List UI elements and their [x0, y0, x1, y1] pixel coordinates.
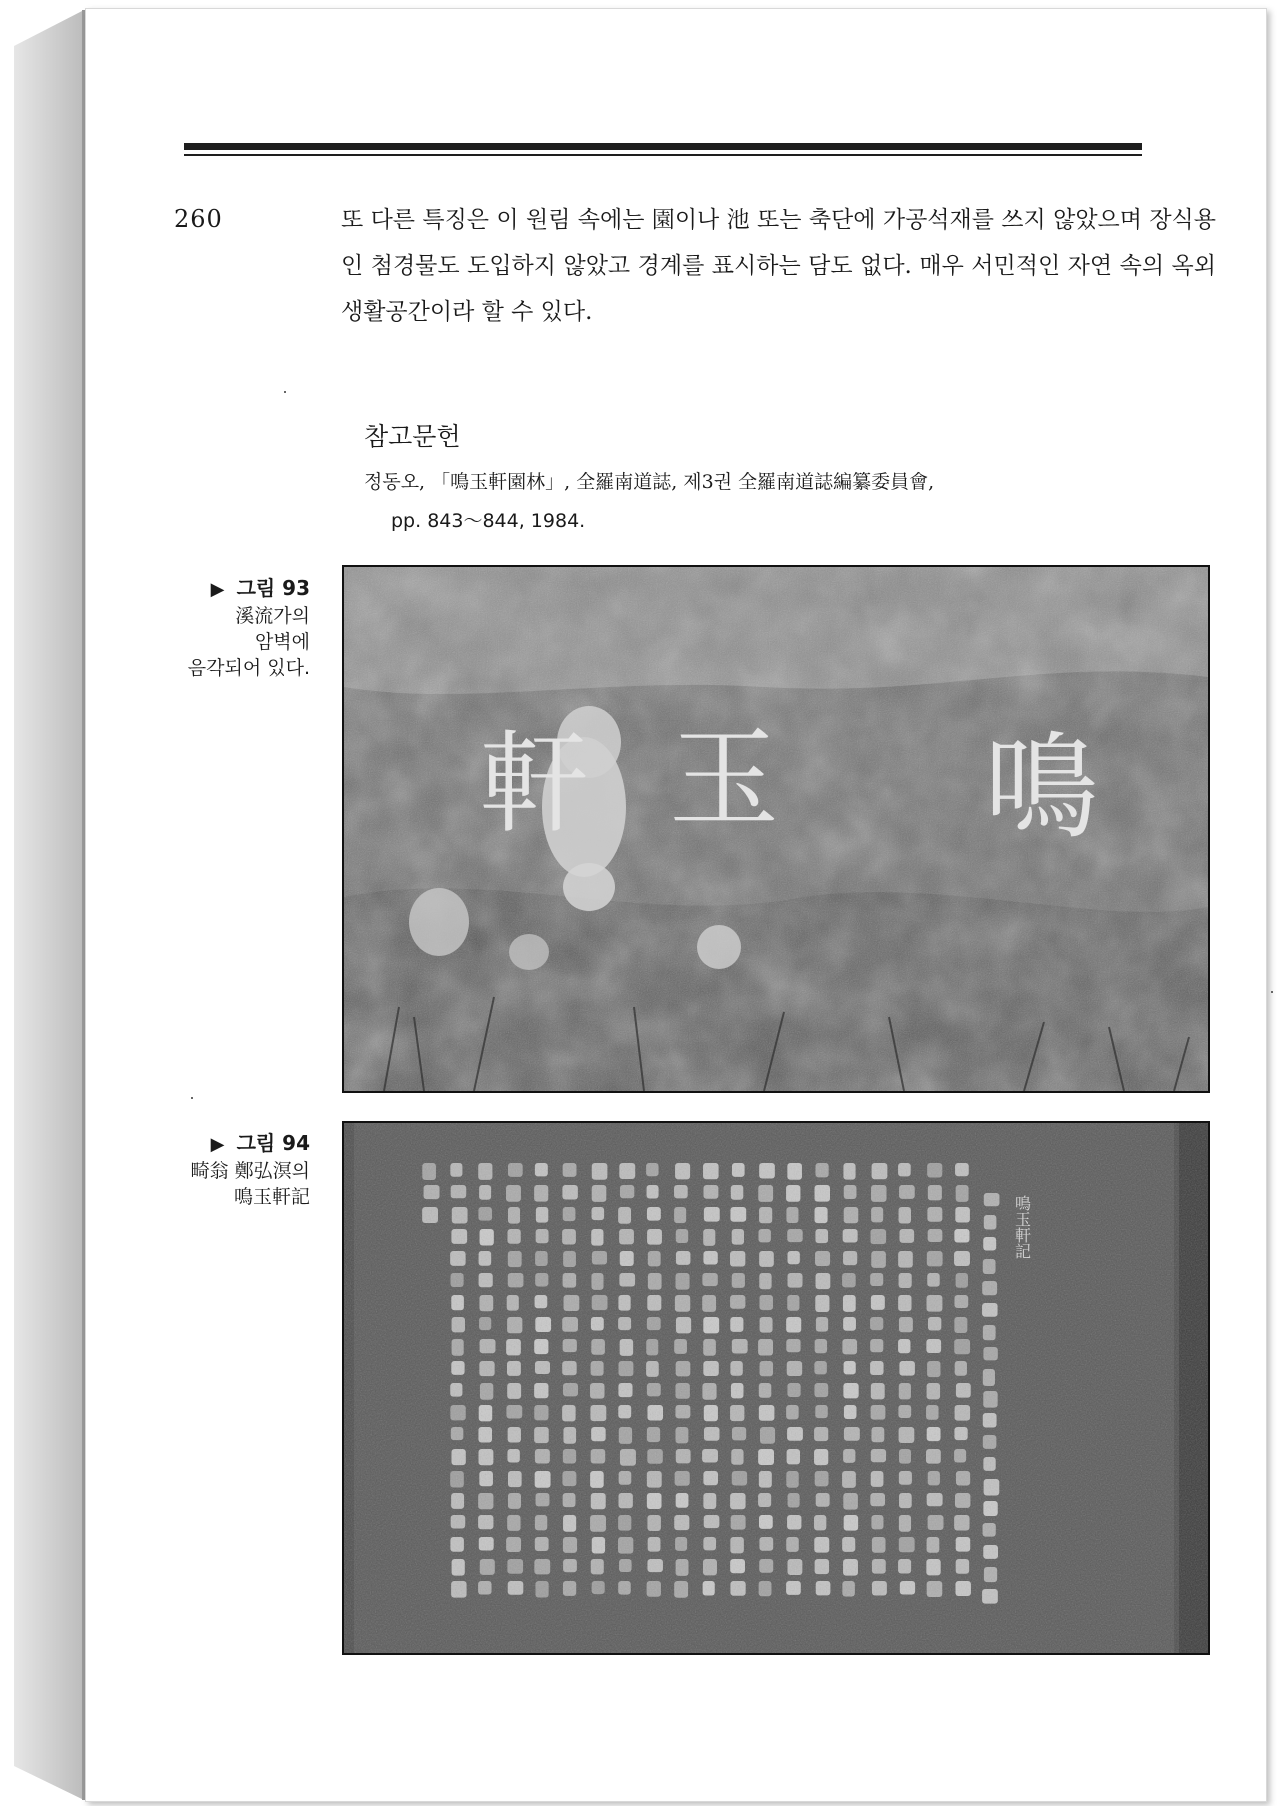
book-spine — [14, 10, 84, 1800]
figure-93-caption — [188, 575, 310, 681]
page-number: 260 — [174, 205, 223, 233]
carved-rock-image — [344, 567, 1208, 1091]
triangle-right-icon: ▶ — [210, 579, 225, 600]
figure-94-label: 그림 94 — [236, 1131, 310, 1155]
figure-93-label: 그림 93 — [236, 576, 310, 600]
triangle-right-icon: ▶ — [210, 1134, 225, 1155]
book-page — [85, 8, 1267, 1802]
header-rule-thick — [184, 143, 1142, 150]
figure-94-caption — [191, 1130, 310, 1210]
figure-94-caption-line: 鳴玉軒記 — [233, 1186, 310, 1208]
header-rule-thin — [184, 154, 1142, 156]
reference-entry-line-1: 정동오, 「鳴玉軒園林」, 全羅南道誌, 제3권 全羅南道誌編纂委員會, — [364, 471, 935, 493]
figure-93-caption-line: 암벽에 — [254, 631, 310, 653]
print-speck — [284, 391, 286, 393]
figure-93-caption-line: 음각되어 있다. — [187, 657, 310, 679]
references-heading: 참고문헌 — [364, 422, 461, 451]
inscription-rubbing-image — [344, 1123, 1208, 1653]
print-speck — [1271, 991, 1273, 993]
figure-94-photo — [342, 1121, 1210, 1655]
body-paragraph: 또 다른 특징은 이 원림 속에는 園이나 池 또는 축단에 가공석재를 쓰지 않았으며 장식용인 첨경물도 도입하지 않았고 경계를 표시하는 담도 없다. 매우 서민적인 자연 속의 옥외생활공간이라 할 수 있다. — [341, 207, 1216, 325]
print-speck — [191, 1097, 193, 1099]
carved-character: 軒 — [479, 720, 589, 848]
carved-character: 鳴 — [984, 721, 1100, 855]
figure-94-caption-line: 畸翁 鄭弘溟의 — [190, 1160, 310, 1182]
figure-93-photo — [342, 565, 1210, 1093]
carved-character: 玉 — [669, 715, 779, 843]
reference-entry-line-2: pp. 843～844, 1984. — [391, 510, 586, 532]
figure-93-caption-line: 溪流가의 — [235, 605, 310, 627]
